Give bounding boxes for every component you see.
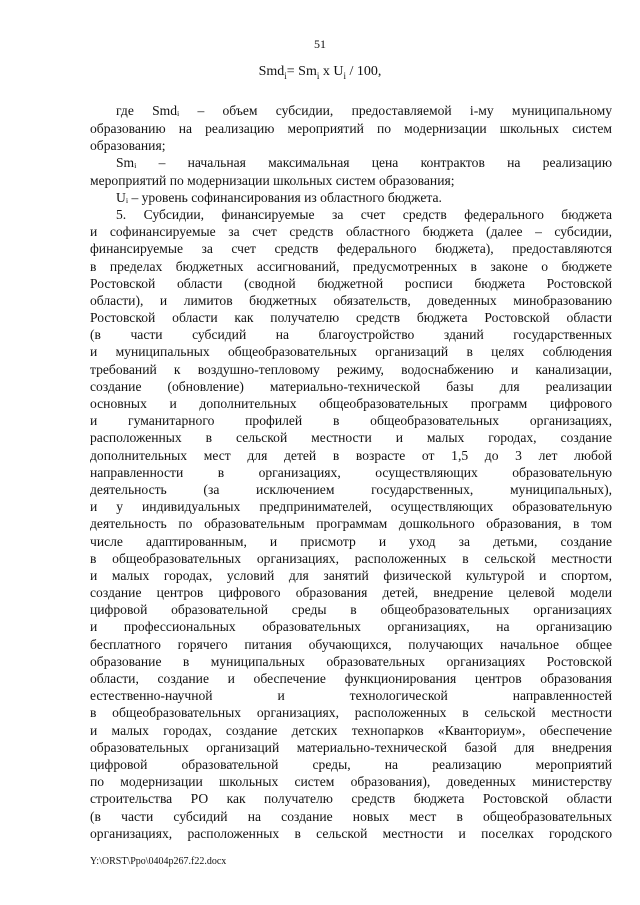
text-line: деятельность (за исключением государственных, муниципальных), — [90, 481, 612, 497]
text-line: в пределах бюджетных ассигнований, предусмотренных в законе о бюджете — [90, 258, 612, 274]
text-line: образования; — [90, 138, 166, 154]
text-line: организациях, расположенных в сельской местности и поселках городского — [90, 825, 612, 841]
page-number: 51 — [314, 37, 326, 51]
text-line: (в части субсидий на создание новых мест в общеобразовательных — [90, 808, 612, 824]
text-line: Smᵢ – начальная максимальная цена контрактов на реализацию — [116, 155, 612, 171]
text-line: финансируемые за счет средств федерального бюджета), предоставляются — [90, 241, 612, 257]
formula-lhs: Smd — [258, 64, 285, 79]
formula-eq: = Sm — [286, 64, 317, 79]
formula-u-sub: i — [343, 70, 347, 81]
text-line: Ростовской области (сводной бюджетной росписи бюджета Ростовской — [90, 275, 612, 291]
text-line: по модернизации школьных систем образования), доведенных министерству — [90, 774, 612, 790]
text-line: и малых городах, создание детских технопарков «Кванториум», обеспечение — [90, 722, 612, 738]
text-line: и профессиональных образовательных организациях, на организацию — [90, 619, 612, 635]
subsidy-formula — [0, 64, 640, 81]
text-line: деятельность по образовательным программам дошкольного образования, в том — [90, 516, 612, 532]
text-line: цифровой образовательной среды в общеобразовательных организациях — [90, 602, 612, 618]
text-line: (в части субсидий на благоустройство зданий государственных — [90, 327, 612, 343]
text-line: и малых городах, условий для занятий физической культурой и спортом, — [90, 567, 612, 583]
text-line: естественно-научной и технологической направленностей — [90, 688, 612, 704]
text-line: требований к воздушно-тепловому режиму, водоснабжению и канализации, — [90, 361, 612, 377]
formula-rest: / 100, — [346, 64, 382, 79]
text-line: основных и дополнительных общеобразовательных программ цифрового — [90, 396, 612, 411]
text-line: расположенных в сельской местности и малых городах, создание — [90, 430, 612, 446]
formula-lhs-sub: i — [284, 70, 287, 81]
text-line: бесплатного горячего питания обучающихся, получающих начальное общее — [90, 636, 612, 652]
text-line: и у индивидуальных предпринимателей, осуществляющих образовательную — [90, 499, 612, 515]
text-line: числе адаптированным, и присмотр и уход за детьми, создание — [90, 533, 612, 549]
text-line: в общеобразовательных организациях, расположенных в сельской местности — [90, 550, 612, 566]
text-line: создание (обновление) материально-технической базы для реализации — [90, 378, 612, 394]
text-line: мероприятий по модернизации школьных систем образования; — [90, 172, 455, 188]
text-line: и софинансируемые за счет средств областного бюджета (далее – субсидии, — [90, 224, 612, 240]
formula-sm-sub: i — [316, 70, 320, 81]
formula-op: x U — [319, 64, 344, 79]
text-line: направленности в организациях, осуществляющих образовательную — [90, 464, 612, 480]
body-text — [90, 94, 612, 842]
text-line: Ростовской области как получателю средств бюджета Ростовской области — [90, 310, 612, 326]
text-line: дополнительных мест для детей в возрасте от 1,5 до 3 лет любой — [90, 447, 612, 463]
text-line: где Smdᵢ – объем субсидии, предоставляемой i-му муниципальному — [116, 103, 612, 118]
text-line: области, создание и обеспечение функционирования центров образования — [90, 671, 612, 686]
text-line: и муниципальных общеобразовательных организаций в целях соблюдения — [90, 344, 612, 360]
text-line: области), и лимитов бюджетных обязательств, доведенных минобразованию — [90, 292, 612, 308]
text-line: в общеобразовательных организациях, расположенных в сельской местности — [90, 705, 612, 721]
text-line: и гуманитарного профилей в общеобразовательных организациях, — [90, 413, 612, 429]
text-line: создание центров цифрового образования детей, внедрение целевой модели — [90, 585, 612, 601]
text-line: строительства РО как получателю средств бюджета Ростовской области — [90, 791, 612, 807]
text-line: образовательных организаций материально-технической базой для внедрения — [90, 739, 612, 755]
text-line: 5. Субсидии, финансируемые за счет средств федерального бюджета — [116, 206, 612, 222]
text-line: цифровой образовательной среды, на реализацию мероприятий — [90, 756, 612, 772]
text-line: образование в муниципальных образовательных организациях Ростовской — [90, 653, 612, 669]
text-line: Uᵢ – уровень софинансирования из областного бюджета. — [116, 189, 442, 205]
file-path-footer: Y:\ORST\Ppo\0404p267.f22.docx — [90, 856, 227, 867]
text-line: образованию на реализацию мероприятий по модернизации школьных систем — [90, 121, 612, 136]
